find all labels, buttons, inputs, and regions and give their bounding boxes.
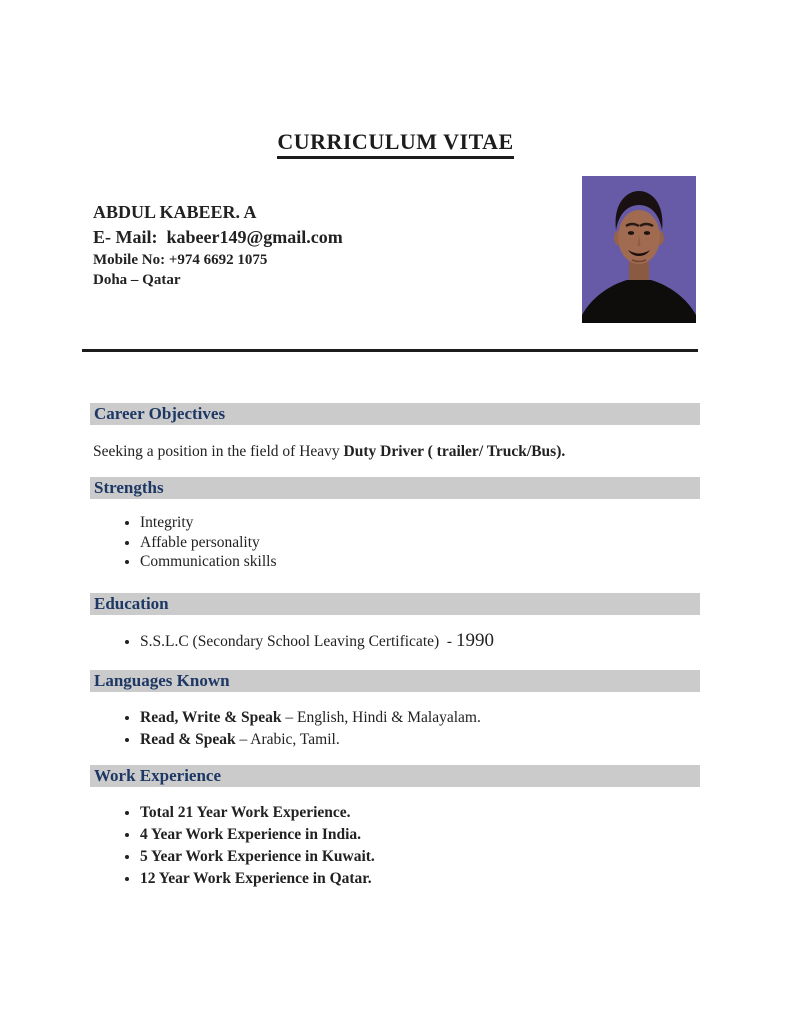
- section-heading-languages-known: [90, 670, 700, 692]
- section-heading-work-experience: [90, 765, 700, 787]
- contact-location: Doha – Qatar: [93, 272, 181, 288]
- section-heading-label: Career Objectives: [94, 404, 226, 423]
- contact-name: ABDUL KABEER. A: [93, 202, 257, 222]
- experience-list: [90, 802, 700, 890]
- section-heading-career-objectives: [90, 403, 700, 425]
- contact-email: E- Mail: kabeer149@gmail.com: [93, 227, 343, 247]
- cv-sections: [90, 403, 700, 890]
- section-heading-strengths: [90, 477, 700, 499]
- section-heading-education: [90, 593, 700, 615]
- contact-block: [93, 202, 343, 289]
- list-item: • Total 21 Year Work Experience.: [140, 802, 700, 824]
- section-heading-label: Strengths: [94, 478, 164, 497]
- languages-list: [90, 707, 700, 751]
- contact-mobile: Mobile No: +974 6692 1075: [93, 252, 268, 268]
- horizontal-divider: [82, 349, 698, 352]
- page-title-text: CURRICULUM VITAE: [277, 129, 513, 159]
- list-item: • Read & Speak – Arabic, Tamil.: [140, 729, 700, 751]
- section-heading-label: Languages Known: [94, 670, 230, 690]
- list-item: • 12 Year Work Experience in Qatar.: [140, 868, 700, 890]
- section-heading-label: Work Experience: [94, 765, 222, 785]
- page-title: [0, 129, 791, 155]
- portrait-photo: [582, 176, 696, 323]
- strengths-list: [90, 513, 700, 572]
- list-item: • 4 Year Work Experience in India.: [140, 824, 700, 846]
- list-item: • Communication skills: [140, 552, 700, 572]
- list-item: • S.S.L.C (Secondary School Leaving Certificate) - 1990: [140, 631, 700, 652]
- education-list: [90, 631, 700, 652]
- list-item: • Read, Write & Speak – English, Hindi & Malayalam.: [140, 707, 700, 729]
- list-item: • Integrity: [140, 513, 700, 533]
- portrait-photo-drawing: [582, 176, 696, 323]
- list-item: • Affable personality: [140, 533, 700, 553]
- career-objective-text: Seeking a position in the field of Heavy Duty Driver ( trailer/ Truck/Bus).: [93, 443, 566, 460]
- education-year: 1990: [455, 629, 494, 651]
- list-item: • 5 Year Work Experience in Kuwait.: [140, 846, 700, 868]
- section-heading-label: Education: [94, 593, 169, 613]
